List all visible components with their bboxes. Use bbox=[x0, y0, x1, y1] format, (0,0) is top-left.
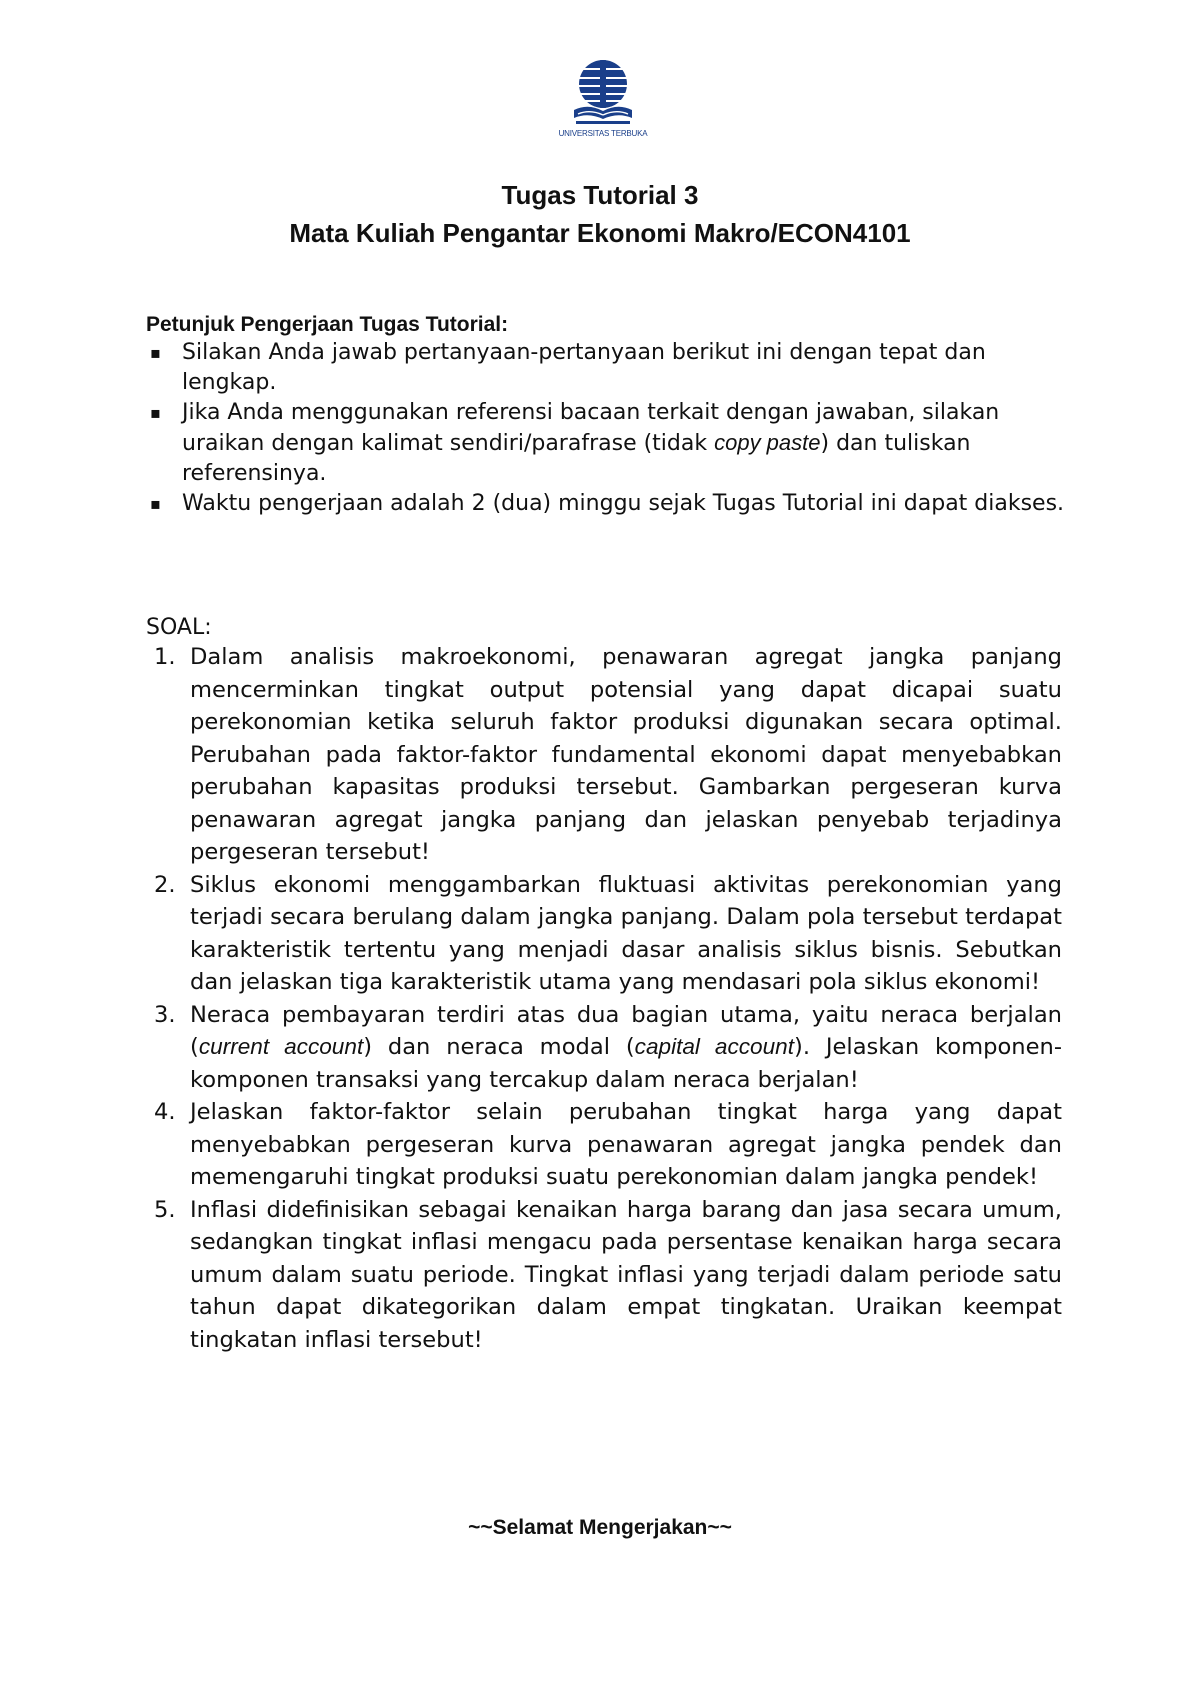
question-italic-text: capital account bbox=[634, 1034, 795, 1059]
questions-list bbox=[146, 641, 1062, 1356]
question-text: ). Jelaskan komponen-komponen transaksi yang tercakup dalam neraca berjalan! bbox=[190, 1034, 1062, 1093]
instruction-italic-text: copy paste bbox=[714, 430, 821, 455]
question-number: 5. bbox=[154, 1196, 176, 1223]
instruction-text: Jika Anda menggunakan referensi bacaan terkait dengan jawaban, silakan uraikan dengan kalimat sendiri/parafrase (tidak bbox=[182, 400, 1000, 456]
question-italic-text: current account bbox=[198, 1034, 364, 1059]
logo-text: UNIVERSITAS TERBUKA bbox=[558, 129, 648, 138]
question-number: 4. bbox=[154, 1099, 176, 1125]
instruction-text: Waktu pengerjaan adalah 2 (dua) minggu sejak Tugas Tutorial ini dapat diakses. bbox=[182, 491, 1065, 516]
question-item bbox=[146, 999, 1062, 1097]
question-number: 2. bbox=[154, 871, 176, 898]
question-item bbox=[146, 1194, 1062, 1357]
question-text: Jelaskan faktor-faktor selain perubahan tingkat harga yang dapat menyebabkan pergeseran kurva penawaran agregat jangka pendek dan memengaruhi tingkat produksi suatu perekonomian dalam jangka pendek! bbox=[190, 1099, 1062, 1190]
instructions-heading: Petunjuk Pengerjaan Tugas Tutorial: bbox=[146, 313, 509, 336]
instruction-text: Silakan Anda jawab pertanyaan-pertanyaan berikut ini dengan tepat dan lengkap. bbox=[182, 340, 986, 395]
instruction-item bbox=[146, 398, 1066, 489]
square-bullet-icon: ▪ bbox=[150, 403, 161, 422]
instructions-list bbox=[146, 338, 1066, 519]
question-text: ) dan neraca modal ( bbox=[363, 1034, 635, 1060]
question-item bbox=[146, 1096, 1062, 1194]
closing-text: ~~Selamat Mengerjakan~~ bbox=[468, 1516, 732, 1539]
question-text: Dalam analisis makroekonomi, penawaran agregat jangka panjang mencerminkan tingkat output potensial yang dapat dicapai suatu perekonomian ketika seluruh faktor produksi digunakan secara optimal. Perubahan pada faktor-faktor fundamental ekonomi dapat menyebabkan perubahan kapasitas produksi tersebut. Gambarkan pergeseran kurva penawaran agregat jangka panjang dan jelaskan penyebab terjadinya pergeseran tersebut! bbox=[190, 644, 1062, 865]
question-item bbox=[146, 641, 1062, 869]
question-number: 3. bbox=[154, 1001, 176, 1028]
course-title: Mata Kuliah Pengantar Ekonomi Makro/ECON4101 bbox=[289, 218, 911, 248]
question-item bbox=[146, 869, 1062, 999]
instruction-item bbox=[146, 489, 1066, 519]
square-bullet-icon: ▪ bbox=[150, 494, 161, 513]
question-number: 1. bbox=[154, 644, 176, 670]
question-text: Inflasi didefinisikan sebagai kenaikan harga barang dan jasa secara umum, sedangkan tingkat inflasi mengacu pada persentase kenaikan harga secara umum dalam suatu periode. Tingkat inflasi yang terjadi dalam periode satu tahun dapat dikategorikan dalam empat tingkatan. Uraikan keempat tingkatan inflasi tersebut! bbox=[190, 1196, 1062, 1353]
instruction-item bbox=[146, 338, 1066, 398]
instruction-text: ) dan tuliskan referensinya. bbox=[182, 431, 971, 486]
question-text: Siklus ekonomi menggambarkan fluktuasi aktivitas perekonomian yang terjadi secara berulang dalam jangka panjang. Dalam pola tersebut terdapat karakteristik tertentu yang menjadi dasar analisis siklus bisnis. Sebutkan dan jelaskan tiga karakteristik utama yang mendasari pola siklus ekonomi! bbox=[190, 871, 1062, 995]
page-title: Tugas Tutorial 3 bbox=[501, 180, 699, 210]
questions-heading: SOAL: bbox=[146, 615, 212, 640]
question-text: Neraca pembayaran terdiri atas dua bagian utama, yaitu neraca berjalan ( bbox=[190, 1001, 1062, 1060]
square-bullet-icon: ▪ bbox=[150, 343, 161, 362]
